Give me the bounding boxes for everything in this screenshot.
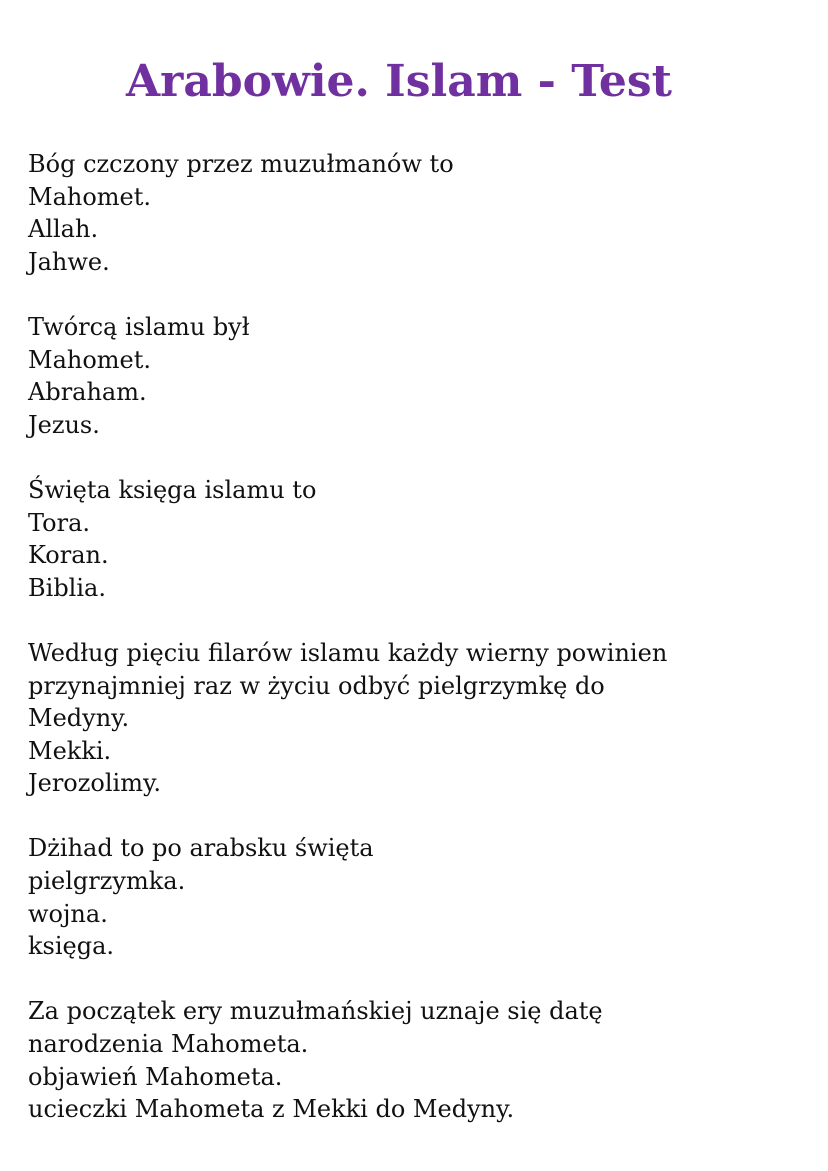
answer-option: Mekki. <box>28 736 112 765</box>
answer-option: Abraham. <box>28 378 147 407</box>
question-list <box>28 148 808 1158</box>
question-prompt: przynajmniej raz w życiu odbyć pielgrzymkę do <box>28 671 605 700</box>
answer-option: pielgrzymka. <box>28 867 186 896</box>
answer-option: Jezus. <box>28 410 100 439</box>
answer-option: Biblia. <box>28 573 106 602</box>
answer-option: Mahomet. <box>28 345 152 374</box>
answer-option: Jerozolimy. <box>28 769 161 798</box>
answer-option: Jahwe. <box>28 247 110 276</box>
answer-option: Medyny. <box>28 704 130 733</box>
question-3 <box>28 474 808 604</box>
question-6 <box>28 995 808 1125</box>
question-prompt: Według pięciu filarów islamu każdy wierny powinien <box>28 638 668 667</box>
question-prompt: Święta księga islamu to <box>28 475 317 504</box>
answer-option: Koran. <box>28 541 109 570</box>
question-2 <box>28 311 808 441</box>
answer-option: narodzenia Mahometa. <box>28 1030 309 1059</box>
question-4 <box>28 637 808 800</box>
answer-option: Mahomet. <box>28 182 152 211</box>
document-title: Arabowie. Islam - Test <box>126 56 672 107</box>
question-prompt: Bóg czczony przez muzułmanów to <box>28 150 454 178</box>
question-prompt: Dżihad to po arabsku święta <box>28 834 374 863</box>
question-1 <box>28 148 808 278</box>
question-prompt: Za początek ery muzułmańskiej uznaje się datę <box>28 997 603 1026</box>
answer-option: księga. <box>28 932 115 961</box>
answer-option: Allah. <box>28 215 99 244</box>
question-5 <box>28 832 808 962</box>
question-prompt: Twórcą islamu był <box>28 312 250 341</box>
answer-option: objawień Mahometa. <box>28 1062 283 1091</box>
answer-option: wojna. <box>28 899 108 928</box>
answer-option: ucieczki Mahometa z Mekki do Medyny. <box>28 1095 515 1124</box>
answer-option: Tora. <box>28 508 91 537</box>
